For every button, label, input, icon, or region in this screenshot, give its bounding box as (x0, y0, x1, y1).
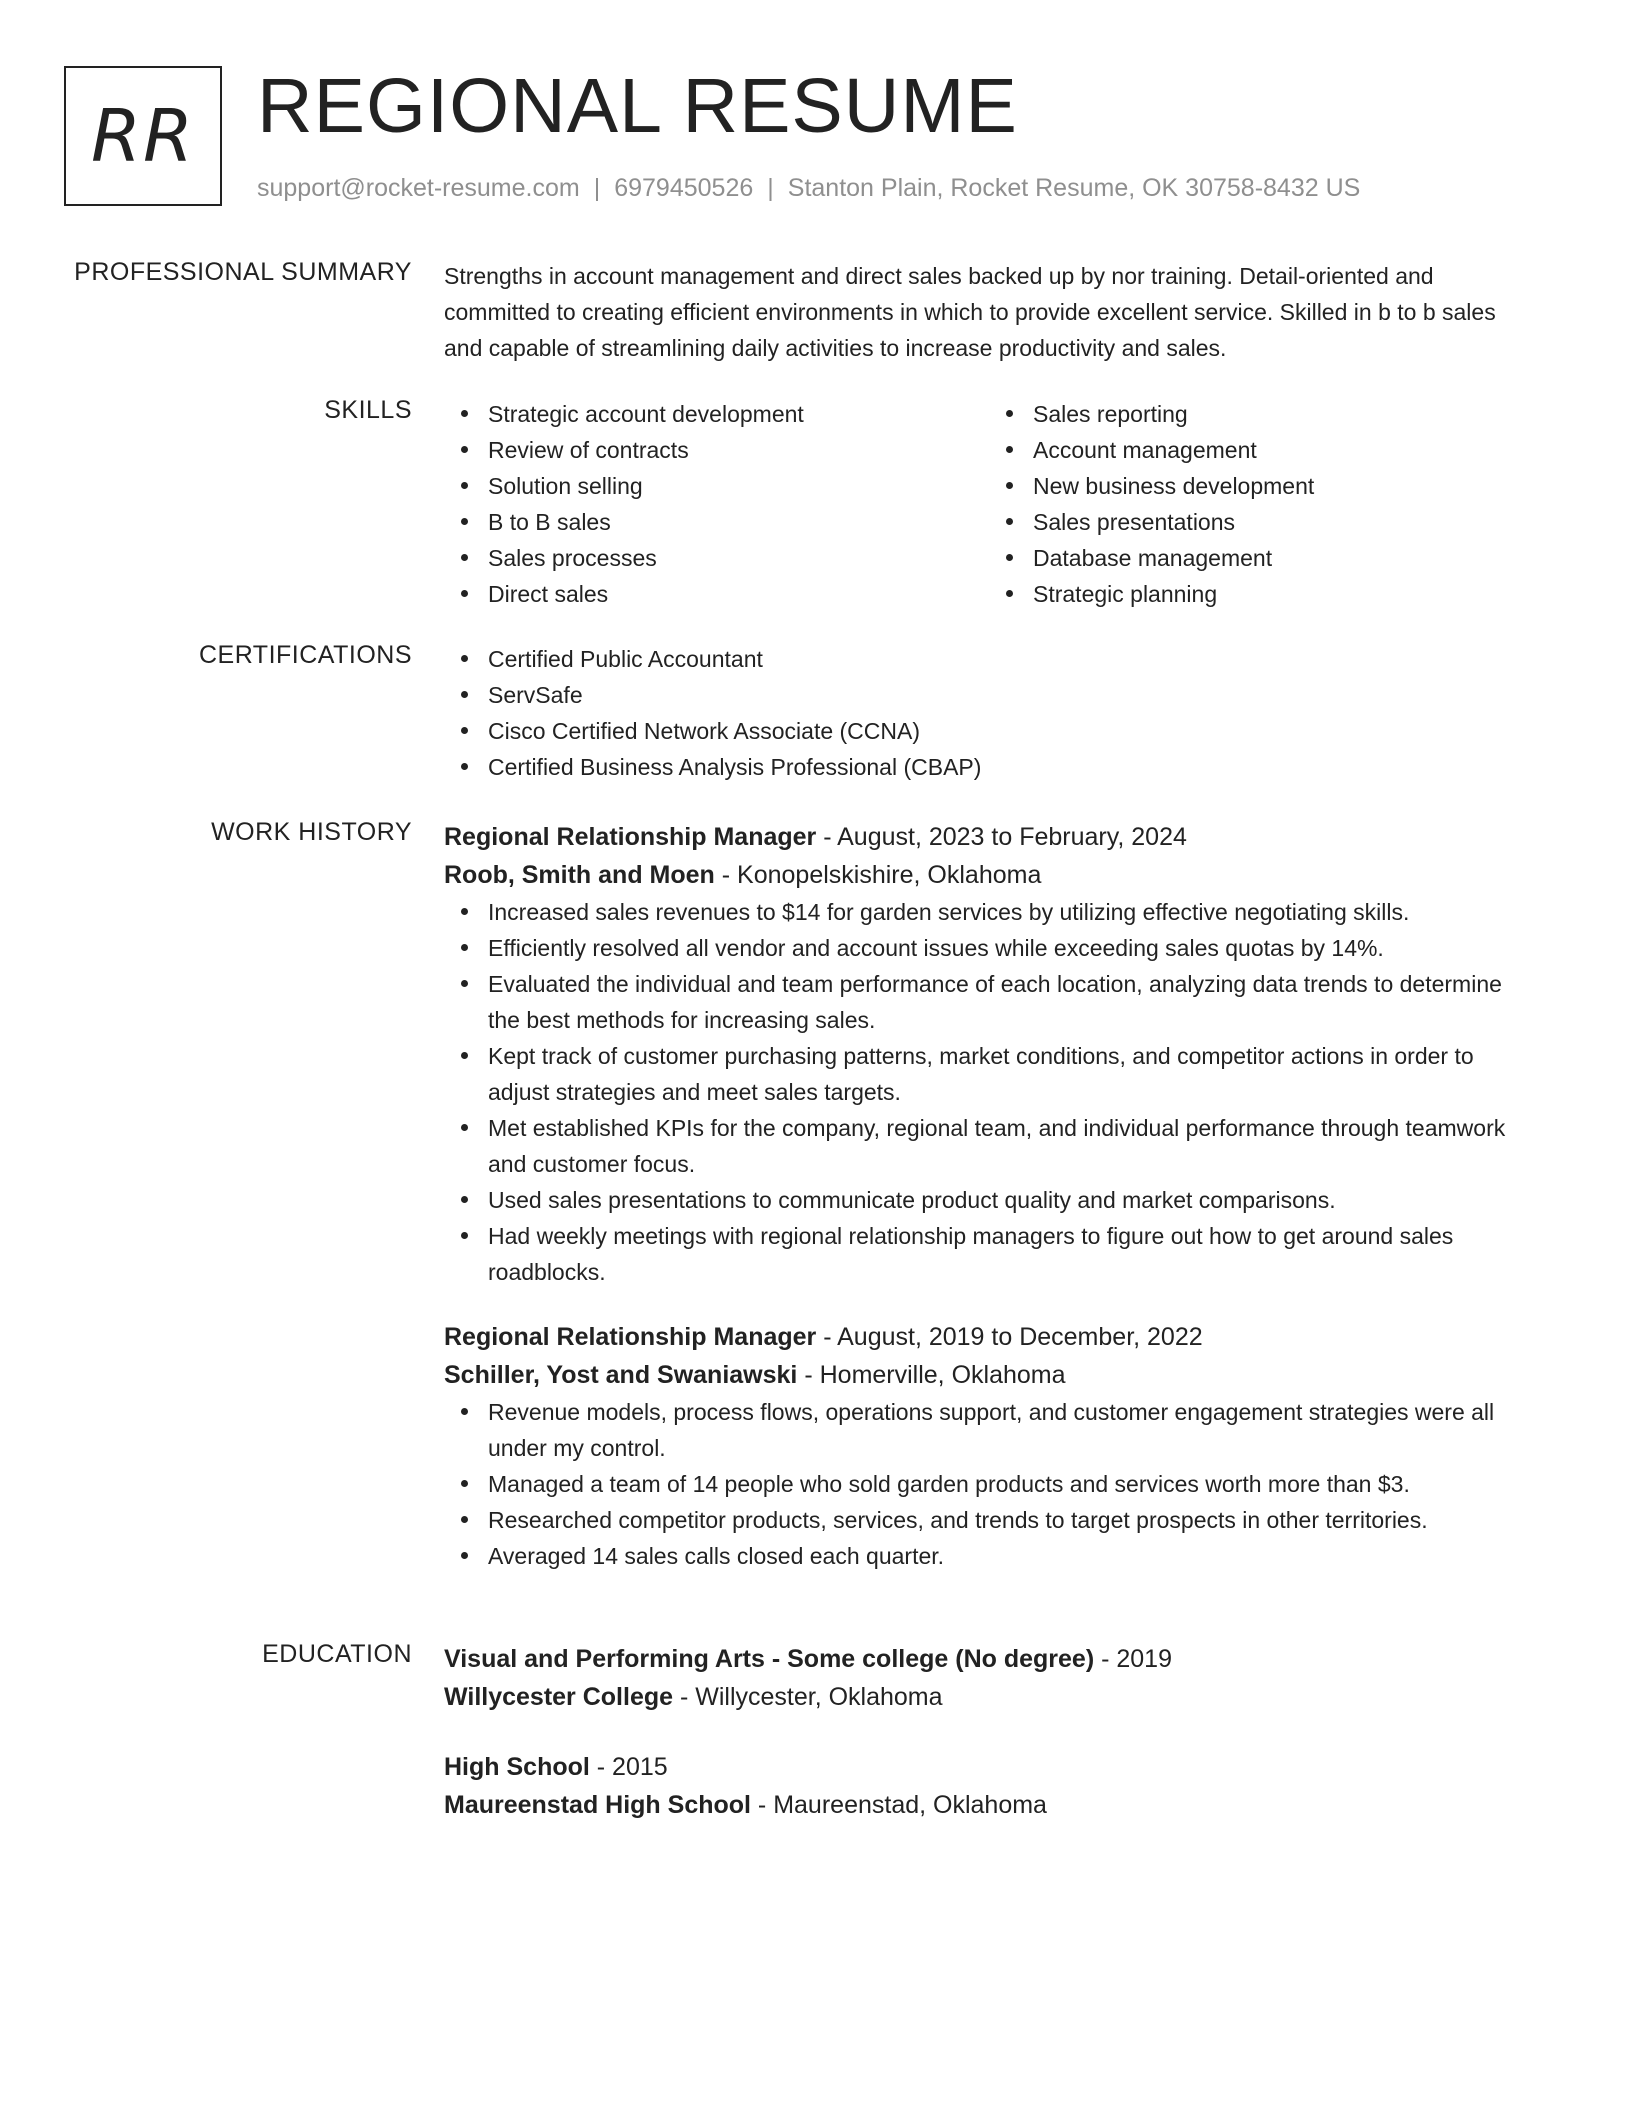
skills-list-right (989, 396, 1534, 612)
work-history-heading: WORK HISTORY (211, 818, 412, 846)
education-degree-line (444, 1640, 1534, 1678)
summary-heading: PROFESSIONAL SUMMARY (74, 258, 412, 286)
job-bullet-list (444, 1394, 1534, 1574)
certification-item: Cisco Certified Network Associate (CCNA) (488, 713, 1534, 749)
job-location: - Konopelskishire, Oklahoma (714, 861, 1042, 889)
monogram-initials: RR (90, 94, 196, 178)
education-year: - 2019 (1094, 1645, 1172, 1673)
certification-item: Certified Public Accountant (488, 641, 1534, 677)
education-school-line (444, 1786, 1534, 1824)
job-title: Regional Relationship Manager (444, 823, 817, 851)
skill-item: Sales reporting (1033, 396, 1534, 432)
summary-text: Strengths in account management and direct sales backed up by nor training. Detail-oriented and committed to creating efficient environments in which to provide excellent service. Skilled in b to b sales and capable of streamlining daily activities to increase productivity and sales. (444, 263, 1496, 361)
job-bullet: Efficiently resolved all vendor and account issues while exceeding sales quotas by 14%. (488, 930, 1534, 966)
job-company-line (444, 856, 1534, 894)
contact-separator: | (593, 174, 601, 202)
job-bullet: Researched competitor products, services, and trends to target prospects in other territories. (488, 1502, 1534, 1538)
contact-email: support@rocket-resume.com (257, 174, 580, 202)
job-company: Roob, Smith and Moen (444, 861, 715, 889)
skill-item: Strategic planning (1033, 576, 1534, 612)
education-location: - Maureenstad, Oklahoma (750, 1791, 1047, 1819)
job-title-line (444, 818, 1534, 856)
skill-item: Sales processes (488, 540, 989, 576)
skill-item: Review of contracts (488, 432, 989, 468)
contact-address: Stanton Plain, Rocket Resume, OK 30758-8432 US (787, 174, 1361, 202)
resume-header (64, 63, 1584, 208)
skill-item: Strategic account development (488, 396, 989, 432)
job-bullet: Increased sales revenues to $14 for garden services by utilizing effective negotiating skills. (488, 894, 1534, 930)
education-location: - Willycester, Oklahoma (673, 1683, 943, 1711)
contact-line (257, 174, 1360, 203)
skill-item: Account management (1033, 432, 1534, 468)
certifications-heading: CERTIFICATIONS (198, 641, 412, 669)
job-bullet: Averaged 14 sales calls closed each quarter. (488, 1538, 1534, 1574)
job-bullet: Kept track of customer purchasing patterns, market conditions, and competitor actions in order to adjust strategies and meet sales targets. (488, 1038, 1534, 1110)
job-bullet: Had weekly meetings with regional relationship managers to figure out how to get around sales roadblocks. (488, 1218, 1534, 1290)
education-heading: EDUCATION (262, 1640, 412, 1668)
job-entry (444, 1318, 1534, 1574)
contact-separator: | (767, 174, 774, 202)
education-entry (444, 1640, 1534, 1716)
skills-list-left (444, 396, 989, 612)
job-bullet: Met established KPIs for the company, regional team, and individual performance through teamwork and customer focus. (488, 1110, 1534, 1182)
education-degree: Visual and Performing Arts - Some college (No degree) (444, 1645, 1095, 1673)
education-degree: High School (444, 1753, 590, 1781)
monogram-box (64, 66, 222, 206)
job-bullet: Evaluated the individual and team performance of each location, analyzing data trends to determine the best methods for increasing sales. (488, 966, 1534, 1038)
education-school-line (444, 1678, 1534, 1716)
education-entry (444, 1748, 1534, 1824)
skill-item: B to B sales (488, 504, 989, 540)
job-bullet: Managed a team of 14 people who sold garden products and services worth more than $3. (488, 1466, 1534, 1502)
education-body (444, 1640, 1534, 1824)
skill-item: Solution selling (488, 468, 989, 504)
skills-heading: SKILLS (324, 396, 412, 424)
job-bullet-list (444, 894, 1534, 1290)
skill-item: Database management (1033, 540, 1534, 576)
skill-item: New business development (1033, 468, 1534, 504)
job-entry (444, 818, 1534, 1290)
certifications-list (444, 641, 1534, 785)
contact-phone: 6979450526 (614, 174, 754, 202)
job-dates: - August, 2019 to December, 2022 (816, 1323, 1203, 1351)
job-bullet: Revenue models, process flows, operations support, and customer engagement strategies were all under my control. (488, 1394, 1534, 1466)
education-year: - 2015 (589, 1753, 668, 1781)
job-title: Regional Relationship Manager (444, 1323, 817, 1351)
education-degree-line (444, 1748, 1534, 1786)
education-school: Maureenstad High School (444, 1791, 751, 1819)
job-dates: - August, 2023 to February, 2024 (816, 823, 1187, 851)
certifications-body (444, 641, 1534, 785)
job-title-line (444, 1318, 1534, 1356)
skill-item: Sales presentations (1033, 504, 1534, 540)
job-company: Schiller, Yost and Swaniawski (444, 1361, 798, 1389)
skill-item: Direct sales (488, 576, 989, 612)
education-school: Willycester College (444, 1683, 674, 1711)
job-company-line (444, 1356, 1534, 1394)
work-history-body (444, 818, 1534, 1574)
resume-name: REGIONAL RESUME (257, 63, 1018, 149)
certification-item: ServSafe (488, 677, 1534, 713)
job-location: - Homerville, Oklahoma (797, 1361, 1066, 1389)
job-bullet: Used sales presentations to communicate product quality and market comparisons. (488, 1182, 1534, 1218)
certification-item: Certified Business Analysis Professional (CBAP) (488, 749, 1534, 785)
skills-grid (444, 396, 1534, 612)
